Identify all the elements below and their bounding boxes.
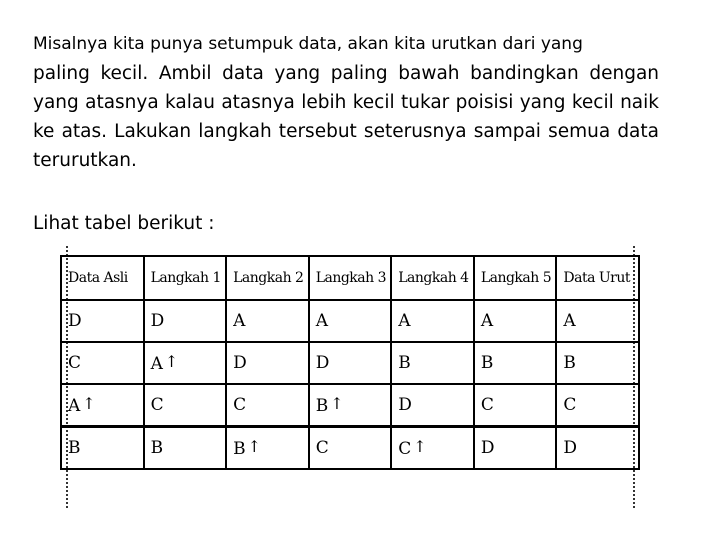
table-cell: A [474, 300, 557, 342]
table-cell: B [474, 342, 557, 384]
table-cell: A [226, 300, 309, 342]
table-cell: C [309, 427, 392, 470]
table-cell: A [309, 300, 392, 342]
table-row [61, 427, 639, 470]
table-cell: C [144, 384, 227, 427]
table-header-row [61, 256, 639, 300]
intro-paragraph-line1: Misalnya kita punya setumpuk data, akan kita urutkan dari yang [33, 34, 583, 54]
header-langkah-4: Langkah 4 [391, 256, 474, 300]
sorting-steps-table [60, 255, 640, 470]
header-langkah-3: Langkah 3 [309, 256, 392, 300]
table-cell: B [556, 342, 639, 384]
table-cell: C [226, 384, 309, 427]
header-langkah-2: Langkah 2 [226, 256, 309, 300]
table-cell: A [391, 300, 474, 342]
up-arrow-icon: ↑ [164, 352, 179, 371]
table-cell: B ↑ [309, 384, 392, 427]
table-cell: A ↑ [61, 384, 144, 427]
header-langkah-1: Langkah 1 [144, 256, 227, 300]
table-cell: B [144, 427, 227, 470]
up-arrow-icon: ↑ [247, 437, 262, 456]
table-cell: B ↑ [226, 427, 309, 470]
table-cell: D [144, 300, 227, 342]
up-arrow-icon: ↑ [330, 394, 344, 413]
table-cell: D [226, 342, 309, 384]
up-arrow-icon: ↑ [413, 437, 427, 456]
table-cell: D [391, 384, 474, 427]
intro-paragraph-rest: paling kecil. Ambil data yang paling bawah bandingkan dengan yang atasnya kalau atasnya lebih kecil tukar poisisi yang kecil naik ke atas. Lakukan langkah tersebut seterusnya sampai semua data terurutkan. [33, 63, 659, 171]
table-cell: D [474, 427, 557, 470]
table-row [61, 300, 639, 342]
table-intro-text: Lihat tabel berikut : [33, 213, 215, 234]
table-cell: B [61, 427, 144, 470]
table-cell: D [309, 342, 392, 384]
table-row [61, 342, 639, 384]
header-data-asli: Data Asli [61, 256, 144, 300]
table-cell: D [556, 427, 639, 470]
table-cell: D [61, 300, 144, 342]
header-data-urut: Data Urut [556, 256, 639, 300]
header-langkah-5: Langkah 5 [474, 256, 557, 300]
table-cell: A [556, 300, 639, 342]
table-cell: B [391, 342, 474, 384]
up-arrow-icon: ↑ [82, 394, 96, 413]
table-cell: C [556, 384, 639, 427]
intro-paragraph [33, 30, 659, 175]
table-cell: C ↑ [391, 427, 474, 470]
table-cell: A ↑ [144, 342, 227, 384]
table-cell: C [61, 342, 144, 384]
table-row [61, 384, 639, 427]
table-cell: C [474, 384, 557, 427]
